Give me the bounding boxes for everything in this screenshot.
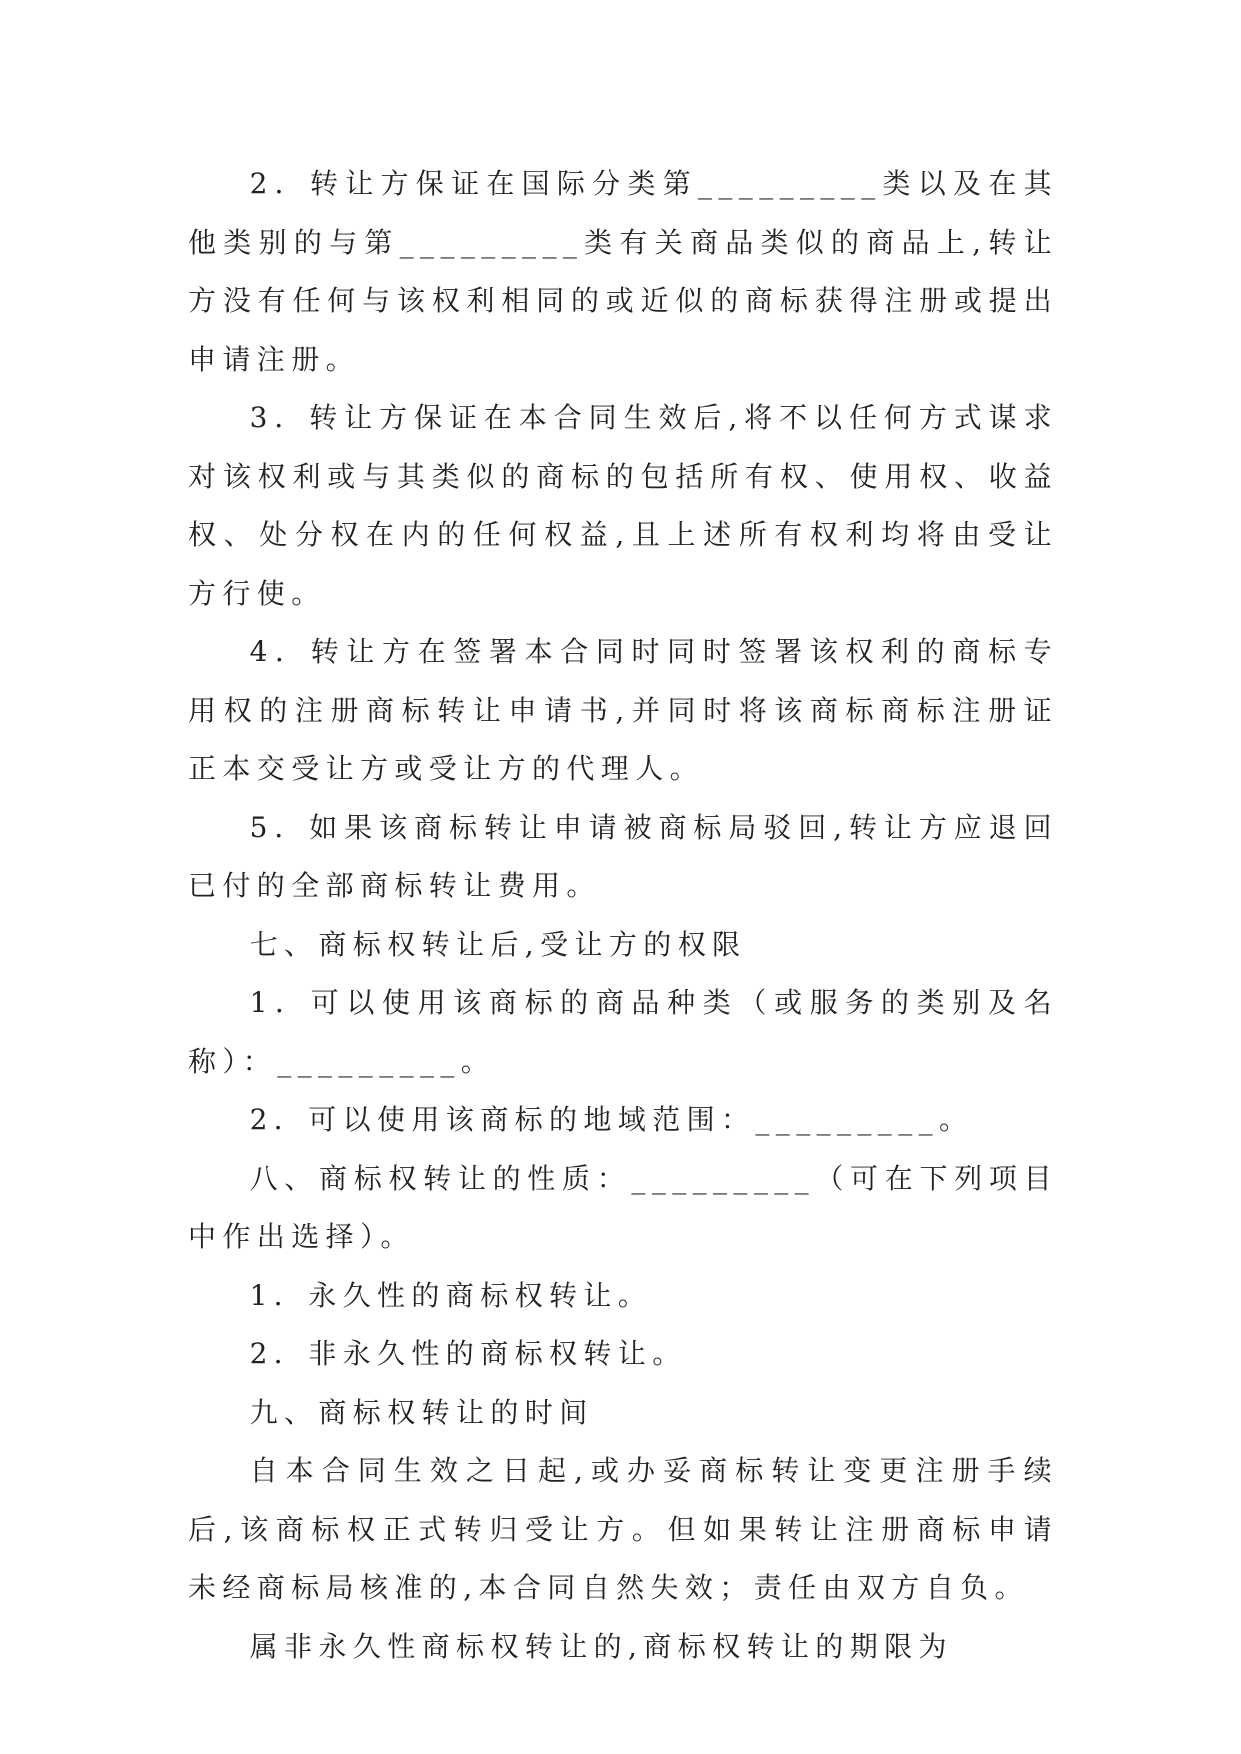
clause-2-warranty-classes: 2．转让方保证在国际分类第_________类以及在其他类别的与第_________类有关商品类似的商品上,转让方没有任何与该权利相同的或近似的商标获得注册或提出申请注册。	[188, 167, 1058, 376]
section-8-heading: 八、商标权转让的性质：_________（可在下列项目中作出选择）。	[188, 1161, 1058, 1253]
clause-3-no-claims: 3．转让方保证在本合同生效后,将不以任何方式谋求对该权利或与其类似的商标的包括所有权、使用权、收益权、处分权在内的任何权益,且上述所有权利均将由受让方行使。	[188, 401, 1058, 610]
section-9-term: 属非永久性商标权转让的,商标权转让的期限为	[249, 1629, 953, 1663]
document-body	[188, 155, 1058, 1676]
section-7-heading: 七、商标权转让后,受让方的权限	[249, 927, 747, 961]
section-8-item-2: 2．非永久性的商标权转让。	[249, 1337, 687, 1370]
section-8-item-1: 1．永久性的商标权转让。	[249, 1278, 653, 1312]
section-7-item-2: 2．可以使用该商标的地域范围：_________。	[249, 1103, 974, 1136]
section-7-item-1: 1．可以使用该商标的商品种类（或服务的类别及名称）：_________。	[188, 986, 1058, 1078]
clause-5-refund: 5．如果该商标转让申请被商标局驳回,转让方应退回已付的全部商标转让费用。	[188, 810, 1058, 902]
section-9-heading: 九、商标权转让的时间	[249, 1395, 594, 1429]
section-9-body: 自本合同生效之日起,或办妥商标转让变更注册手续后,该商标权正式转归受让方。但如果转让注册商标申请未经商标局核准的,本合同自然失效；责任由双方自负。	[188, 1454, 1058, 1604]
clause-4-application-signing: 4．转让方在签署本合同时同时签署该权利的商标专用权的注册商标转让申请书,并同时将该商标商标注册证正本交受让方或受让方的代理人。	[188, 635, 1058, 785]
